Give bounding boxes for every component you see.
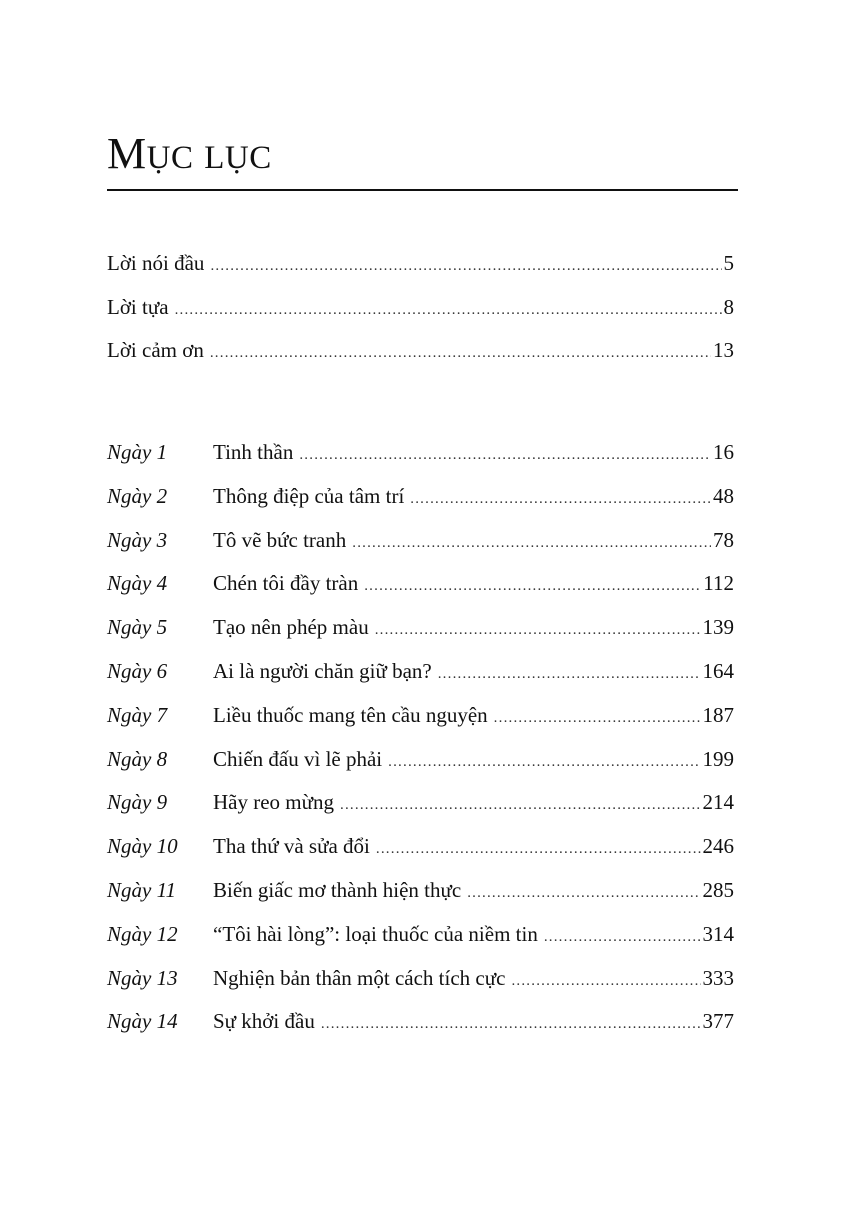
toc-day-entry[interactable] xyxy=(107,568,734,612)
entry-title: Ai là người chăn giữ bạn? xyxy=(213,658,432,683)
entry-page-number: 5 xyxy=(723,251,734,275)
day-label: Ngày 13 xyxy=(107,965,178,990)
dot-leader xyxy=(364,571,701,601)
page-title xyxy=(107,129,272,178)
entry-page-number: 377 xyxy=(702,1009,734,1034)
dot-leader xyxy=(299,440,711,470)
entry-page-number: 314 xyxy=(702,921,734,946)
entry-title: Tinh thần xyxy=(213,440,294,464)
day-label: Ngày 11 xyxy=(107,877,177,902)
toc-front-matter xyxy=(107,248,734,379)
entry-title: “Tôi hài lòng”: loại thuốc của niềm tin xyxy=(213,921,538,946)
entry-page-number: 16 xyxy=(713,440,734,464)
dot-leader xyxy=(352,528,711,558)
toc-day-entry[interactable] xyxy=(107,656,734,700)
entry-page-number: 78 xyxy=(713,527,734,552)
title-initial: M xyxy=(107,129,147,178)
dot-leader xyxy=(388,747,700,777)
dot-leader xyxy=(210,251,721,281)
entry-page-number: 285 xyxy=(702,877,734,902)
toc-entry[interactable] xyxy=(107,248,734,292)
entry-title: Chén tôi đầy tràn xyxy=(213,571,359,596)
entry-page-number: 246 xyxy=(702,834,734,859)
title-word2: LỤC xyxy=(204,140,272,176)
entry-title: Hãy reo mừng xyxy=(213,790,335,815)
toc-entry[interactable] xyxy=(107,292,734,336)
day-label: Ngày 2 xyxy=(107,483,168,508)
entry-title: Tô vẽ bức tranh xyxy=(213,527,347,552)
entry-title: Chiến đấu vì lẽ phải xyxy=(213,746,383,771)
toc-days xyxy=(107,437,734,1050)
toc-day-entry[interactable] xyxy=(107,437,734,481)
day-label: Ngày 14 xyxy=(107,1009,178,1034)
day-label: Ngày 5 xyxy=(107,615,168,640)
dot-leader xyxy=(511,966,700,996)
toc-day-entry[interactable] xyxy=(107,525,734,569)
dot-leader xyxy=(467,878,700,908)
entry-page-number: 187 xyxy=(702,702,734,727)
entry-title: Lời nói đầu xyxy=(107,251,205,275)
entry-title: Lời cảm ơn xyxy=(107,338,204,362)
dot-leader xyxy=(210,338,711,368)
entry-title: Sự khởi đầu xyxy=(213,1009,315,1034)
toc-day-entry[interactable] xyxy=(107,919,734,963)
entry-page-number: 48 xyxy=(713,483,734,508)
day-label: Ngày 10 xyxy=(107,834,178,859)
dot-leader xyxy=(376,834,701,864)
toc-day-entry[interactable] xyxy=(107,787,734,831)
entry-page-number: 112 xyxy=(703,571,734,596)
toc-day-entry[interactable] xyxy=(107,875,734,919)
toc-day-entry[interactable] xyxy=(107,700,734,744)
entry-title: Biến giấc mơ thành hiện thực xyxy=(213,877,462,902)
day-label: Ngày 8 xyxy=(107,746,168,771)
entry-page-number: 333 xyxy=(702,965,734,990)
day-label: Ngày 7 xyxy=(107,702,168,727)
entry-title: Tha thứ và sửa đổi xyxy=(213,834,370,859)
day-label: Ngày 4 xyxy=(107,571,168,596)
entry-title: Nghiện bản thân một cách tích cực xyxy=(213,965,506,990)
day-label: Ngày 3 xyxy=(107,527,168,552)
dot-leader xyxy=(375,615,701,645)
entry-title: Thông điệp của tâm trí xyxy=(213,483,405,508)
entry-page-number: 199 xyxy=(702,746,734,771)
dot-leader xyxy=(410,484,711,514)
toc-entry[interactable] xyxy=(107,335,734,379)
entry-page-number: 164 xyxy=(702,658,734,683)
dot-leader xyxy=(321,1009,701,1039)
toc-day-entry[interactable] xyxy=(107,1006,734,1050)
title-underline xyxy=(107,189,738,191)
entry-title: Tạo nên phép màu xyxy=(213,615,369,640)
entry-page-number: 214 xyxy=(702,790,734,815)
dot-leader xyxy=(544,922,701,952)
dot-leader xyxy=(175,295,722,325)
dot-leader xyxy=(494,703,701,733)
toc-day-entry[interactable] xyxy=(107,963,734,1007)
dot-leader xyxy=(340,790,700,820)
toc-day-entry[interactable] xyxy=(107,481,734,525)
day-label: Ngày 12 xyxy=(107,921,178,946)
entry-page-number: 139 xyxy=(702,615,734,640)
entry-title: Liều thuốc mang tên cầu nguyện xyxy=(213,702,488,727)
entry-page-number: 13 xyxy=(713,338,734,362)
day-label: Ngày 6 xyxy=(107,658,168,683)
title-word1-rest: ỤC xyxy=(146,140,194,176)
toc-day-entry[interactable] xyxy=(107,612,734,656)
dot-leader xyxy=(438,659,701,689)
day-label: Ngày 1 xyxy=(107,440,168,464)
entry-title: Lời tựa xyxy=(107,294,169,319)
day-label: Ngày 9 xyxy=(107,790,168,815)
entry-page-number: 8 xyxy=(723,294,734,319)
toc-day-entry[interactable] xyxy=(107,744,734,788)
toc-day-entry[interactable] xyxy=(107,831,734,875)
